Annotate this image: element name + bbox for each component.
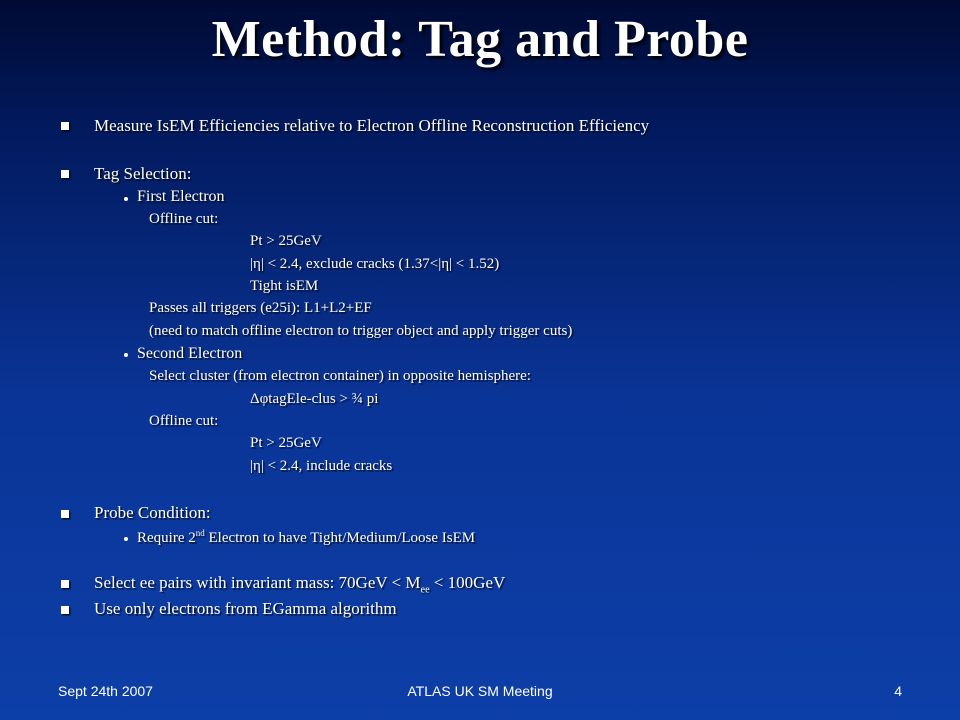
footer-meeting: ATLAS UK SM Meeting (407, 683, 553, 699)
square-bullet-icon (61, 510, 69, 518)
bullet-select-ee-pairs: Select ee pairs with invariant mass: $70GeV < M_{ee} < 100GeV$ (94, 573, 506, 596)
dot-bullet-icon (124, 197, 128, 201)
square-bullet-icon (61, 580, 69, 588)
slide-title: Method: Tag and Probe (211, 11, 749, 68)
bullet-probe-condition: Probe Condition: (94, 503, 211, 522)
footer-date: Sept 24th 2007 (58, 683, 153, 699)
text-offline-cut-2: Offline cut: (149, 413, 219, 429)
text-select-cluster: Select cluster (from electron container) in opposite hemisphere: (149, 368, 531, 384)
bullet-measure: Measure IsEM Efficiencies relative to Electron Offline Reconstruction Efficiency (94, 116, 650, 135)
text-delta-phi-cut: ΔφtagEle-clus > ¾ pi (250, 391, 379, 407)
square-bullet-icon (61, 606, 69, 614)
text-offline-cut-1: Offline cut: (149, 211, 219, 227)
square-bullet-icon (61, 170, 69, 178)
text-eta-cut-2: |η| < 2.4, include cracks (250, 458, 393, 474)
dot-bullet-icon (124, 537, 128, 541)
text-tight-isem: Tight isEM (250, 278, 319, 294)
bullet-require-second-electron: Require 2nd Electron to have Tight/Medium/Loose IsEM (137, 528, 476, 546)
dot-bullet-icon (124, 353, 128, 357)
bullet-second-electron: Second Electron (137, 345, 243, 362)
text-trigger-match-note: (need to match offline electron to trigger object and apply trigger cuts) (149, 323, 573, 339)
text-eta-cut-1: |η| < 2.4, exclude cracks (1.37<|η| < 1.52) (250, 256, 500, 272)
bullet-tag-selection: Tag Selection: (94, 164, 192, 183)
square-bullet-icon (61, 122, 69, 130)
footer-page-number: 4 (894, 683, 902, 699)
text-pt-cut-2: Pt > 25GeV (250, 435, 322, 451)
bullet-first-electron: First Electron (137, 188, 225, 205)
text-passes-triggers: Passes all triggers (e25i): L1+L2+EF (149, 300, 372, 316)
text-pt-cut-1: Pt > 25GeV (250, 233, 322, 249)
bullet-use-only-egamma: Use only electrons from EGamma algorithm (94, 599, 397, 618)
